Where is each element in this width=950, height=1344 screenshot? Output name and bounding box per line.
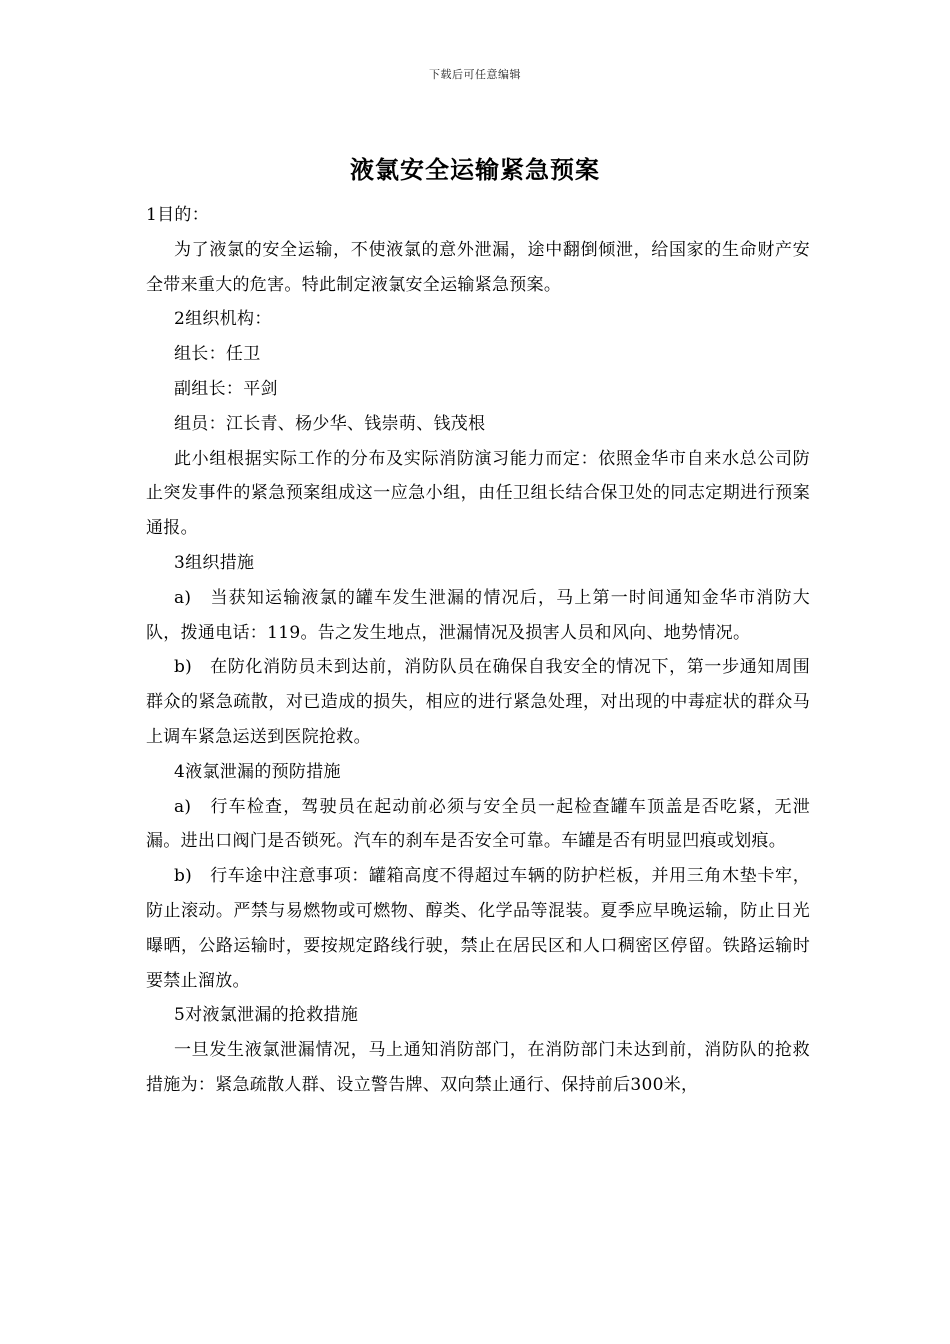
page-header-note: 下载后可任意编辑 xyxy=(429,68,521,81)
deputy-leader-line: 副组长：平剑 xyxy=(174,378,278,399)
team-leader-line: 组长：任卫 xyxy=(174,344,261,365)
section-purpose-heading: 1目的： xyxy=(146,205,210,225)
measure-a-paragraph: a) 当获知运输液氯的罐车发生泄漏的情况后，马上第一时间通知金华市消防大队，拨通电话：119。告之发生地点，泄漏情况及损害人员和风向、地势情况。 xyxy=(146,587,810,643)
team-description-paragraph: 此小组根据实际工作的分布及实际消防演习能力而定：依照金华市自来水总公司防止突发事件的紧急预案组成这一应急小组，由任卫组长结合保卫处的同志定期进行预案通报。 xyxy=(146,448,810,539)
team-members-line: 组员：江长青、杨少华、钱崇萌、钱茂根 xyxy=(174,413,486,434)
section-measures-heading: 3组织措施 xyxy=(174,552,255,573)
document-title: 液氯安全运输紧急预案 xyxy=(350,155,600,184)
section-organization-heading: 2组织机构： xyxy=(174,309,272,330)
section-rescue-heading: 5对液氯泄漏的抢救措施 xyxy=(174,1005,359,1026)
prevention-b-paragraph: b) 行车途中注意事项：罐箱高度不得超过车辆的防护栏板，并用三角木垫卡牢，防止滚动。严禁与易燃物或可燃物、醇类、化学品等混装。夏季应早晚运输，防止日光曝晒，公路运输时，要按规定路线行驶，禁止在居民区和人口稠密区停留。铁路运输时要禁止溜放。 xyxy=(146,866,810,991)
measure-b-paragraph: b) 在防化消防员未到达前，消防队员在确保自我安全的情况下，第一步通知周围群众的紧急疏散，对已造成的损失，相应的进行紧急处理，对出现的中毒症状的群众马上调车紧急运送到医院抢救。 xyxy=(146,657,810,747)
prevention-a-paragraph: a) 行车检查，驾驶员在起动前必须与安全员一起检查罐车顶盖是否吃紧，无泄漏。进出口阀门是否锁死。汽车的刹车是否安全可靠。车罐是否有明显凹痕或划痕。 xyxy=(146,796,810,852)
document-body xyxy=(146,198,810,1103)
purpose-paragraph: 为了液氯的安全运输，不使液氯的意外泄漏，途中翻倒倾泄，给国家的生命财产安全带来重大的危害。特此制定液氯安全运输紧急预案。 xyxy=(146,239,810,295)
section-prevention-heading: 4液氯泄漏的预防措施 xyxy=(174,761,341,782)
rescue-paragraph: 一旦发生液氯泄漏情况，马上通知消防部门，在消防部门未达到前，消防队的抢救措施为：紧急疏散人群、设立警告牌、双向禁止通行、保持前后300米， xyxy=(146,1040,810,1095)
